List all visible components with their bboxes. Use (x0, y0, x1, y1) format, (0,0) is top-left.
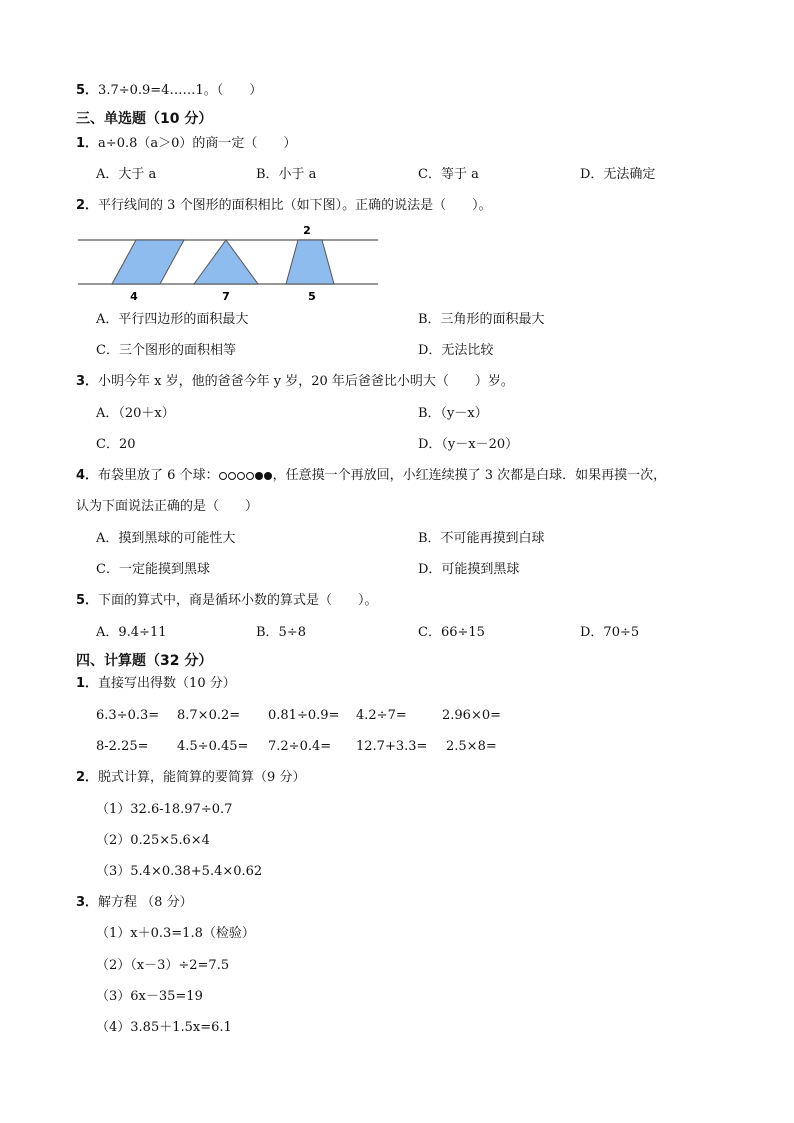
equation-item: （1）x＋0.3=1.8（检验） (96, 926, 255, 941)
question-text: 脱式计算，能简算的要简算（9 分） (98, 770, 306, 785)
triangle-shape (194, 240, 258, 284)
white-ball-icon (219, 472, 227, 480)
parallelogram-base-label: 4 (130, 290, 138, 303)
q1-option-d: D．无法确定 (580, 167, 656, 182)
step-calc-item: （3）5.4×0.38+5.4×0.62 (96, 864, 263, 879)
white-ball-icon (237, 472, 245, 480)
q1-option-c: C．等于 a (418, 167, 479, 182)
prev-question (76, 82, 262, 100)
step-calc-item: （2）0.25×5.6×4 (96, 833, 210, 848)
question-text: 直接写出得数（10 分） (98, 676, 236, 691)
q2-option-a: A．平行四边形的面积最大 (96, 312, 249, 327)
q5-option-b: B．5÷8 (256, 625, 306, 640)
question-number: 1． (76, 136, 99, 151)
question-number: 5． (76, 593, 99, 608)
mental-calc-item: 6.3÷0.3= (96, 708, 160, 723)
trapezoid-base-label: 5 (308, 290, 316, 303)
q3-option-c: C．20 (96, 437, 136, 452)
question-number: 2． (76, 770, 99, 785)
question-3 (76, 373, 514, 391)
question-5 (76, 592, 378, 610)
question-number: 3． (76, 895, 99, 910)
section-title-calculation: 四、计算题（32 分） (76, 653, 213, 669)
question-text: 3.7÷0.9=4……1。（ ） (98, 83, 263, 98)
q5-option-a: A．9.4÷11 (96, 625, 167, 640)
mental-calc-item: 8-2.25= (96, 739, 149, 754)
black-ball-icon (255, 472, 263, 480)
question-text-continued: ，任意摸一个再放回，小红连续摸了 3 次都是白球．如果再摸一次， (272, 468, 667, 483)
q2-option-c: C．三个图形的面积相等 (96, 343, 236, 358)
q3-option-d: D．（y－x－20） (418, 437, 519, 452)
parallel-lines-figure (76, 222, 380, 304)
black-ball-icon (264, 472, 272, 480)
mental-calc-item: 2.96×0= (442, 708, 502, 723)
q2-option-b: B．三角形的面积最大 (418, 312, 545, 327)
q4-option-a: A．摸到黑球的可能性大 (96, 531, 236, 546)
question-number: 3． (76, 374, 99, 389)
question-text: 布袋里放了 6 个球： (98, 468, 219, 483)
question-text: 平行线间的 3 个图形的面积相比（如下图）。正确的说法是（ ）。 (98, 198, 492, 213)
question-number: 5． (76, 83, 99, 98)
q2-option-d: D．无法比较 (418, 343, 494, 358)
mental-calc-item: 7.2÷0.4= (268, 739, 332, 754)
calc-question-3 (76, 894, 193, 912)
mental-calc-item: 12.7+3.3= (356, 739, 428, 754)
q1-option-b: B．小于 a (256, 167, 317, 182)
q3-option-a: A．（20＋x） (96, 406, 175, 421)
mental-calc-item: 8.7×0.2= (177, 708, 241, 723)
question-2 (76, 197, 492, 215)
white-ball-icon (246, 472, 254, 480)
balls-icon (219, 468, 273, 483)
calc-question-1 (76, 675, 236, 693)
question-text: a÷0.8（a＞0）的商一定（ ） (98, 136, 297, 151)
question-number: 4． (76, 468, 99, 483)
trapezoid-shape (286, 240, 334, 284)
equation-item: （4）3.85＋1.5x=6.1 (96, 1020, 232, 1035)
section-title-single-choice: 三、单选题（10 分） (76, 111, 213, 127)
question-text: 小明今年 x 岁，他的爸爸今年 y 岁，20 年后爸爸比小明大（ ）岁。 (98, 374, 514, 389)
calc-question-2 (76, 769, 305, 787)
triangle-base-label: 7 (222, 290, 230, 303)
step-calc-item: （1）32.6-18.97÷0.7 (96, 802, 233, 817)
parallelogram-shape (112, 240, 184, 284)
question-1 (76, 135, 296, 153)
question-text: 下面的算式中，商是循环小数的算式是（ ）。 (98, 593, 378, 608)
question-text: 解方程 （8 分） (98, 895, 193, 910)
equation-item: （2）（x－3）÷2=7.5 (96, 958, 230, 973)
mental-calc-item: 0.81÷0.9= (268, 708, 340, 723)
question-4-line2: 认为下面说法正确的是（ ） (76, 499, 259, 514)
question-number: 1． (76, 676, 99, 691)
q5-option-c: C．66÷15 (418, 625, 485, 640)
trapezoid-top-label: 2 (303, 224, 311, 237)
q4-option-b: B．不可能再摸到白球 (418, 531, 545, 546)
q3-option-b: B．（y－x） (418, 406, 488, 421)
white-ball-icon (228, 472, 236, 480)
q1-option-a: A．大于 a (96, 167, 157, 182)
q4-option-d: D．可能摸到黑球 (418, 562, 520, 577)
mental-calc-item: 4.5÷0.45= (177, 739, 249, 754)
question-number: 2． (76, 198, 99, 213)
q4-option-c: C．一定能摸到黑球 (96, 562, 210, 577)
equation-item: （3）6x－35=19 (96, 989, 203, 1004)
mental-calc-item: 4.2÷7= (356, 708, 407, 723)
mental-calc-item: 2.5×8= (446, 739, 497, 754)
q5-option-d: D．70÷5 (580, 625, 640, 640)
question-4 (76, 467, 666, 485)
